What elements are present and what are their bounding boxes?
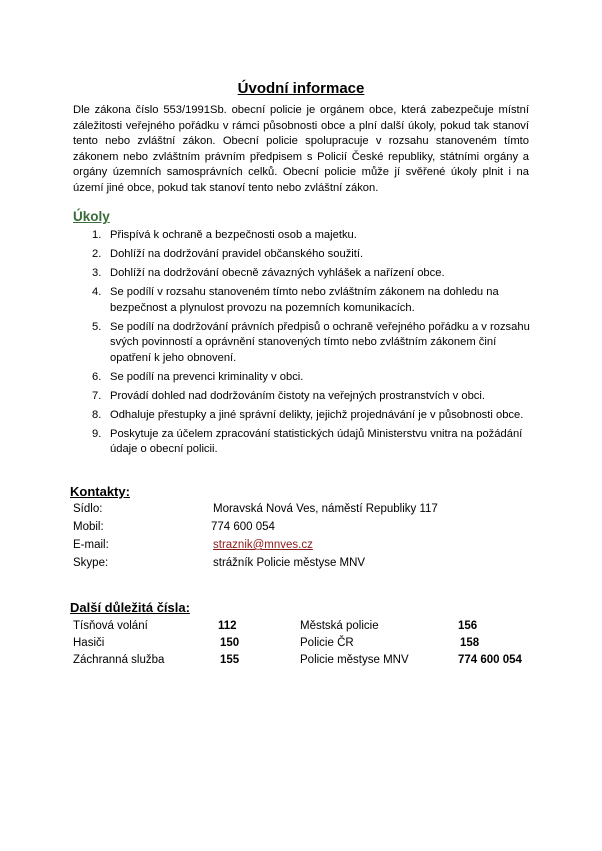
task-item: [92, 427, 532, 458]
task-item: [92, 389, 532, 405]
tasks-list: [92, 228, 532, 461]
task-item: [92, 247, 532, 263]
skype-value: strážník Policie městyse MNV: [213, 557, 366, 569]
task-number: 9.: [92, 427, 102, 440]
task-number: 6.: [92, 370, 102, 383]
task-text: Provádí dohled nad dodržováním čistoty na veřejných prostranstvích v obci.: [110, 389, 485, 402]
task-item: [92, 408, 532, 424]
numbers-heading: Další důležitá čísla:: [70, 600, 190, 615]
skype-label: Skype:: [73, 557, 109, 569]
mobile-label: Mobil:: [73, 521, 104, 533]
task-number: 2.: [92, 247, 102, 260]
task-number: 3.: [92, 266, 102, 279]
email-label: E-mail:: [73, 539, 109, 551]
task-item: [92, 370, 532, 386]
task-number: 5.: [92, 320, 102, 333]
task-number: 7.: [92, 389, 102, 402]
number-value: 155: [220, 654, 240, 666]
task-text: Se podílí na prevenci kriminality v obci.: [110, 370, 304, 383]
number-value: 774 600 054: [458, 654, 522, 666]
number-value: 150: [220, 637, 240, 649]
task-text: Dohlíží na dodržování pravidel občanského soužití.: [110, 247, 364, 260]
number-value: 156: [458, 620, 478, 632]
task-number: 8.: [92, 408, 102, 421]
number-label: Policie ČR: [300, 637, 354, 649]
task-text: Přispívá k ochraně a bezpečnosti osob a majetku.: [110, 229, 357, 241]
task-number: 4.: [92, 285, 102, 298]
page-title: Úvodní informace: [237, 80, 365, 97]
task-item: [92, 266, 532, 282]
number-label: Hasiči: [73, 637, 105, 649]
address-label: Sídlo:: [73, 503, 103, 515]
number-label: Tísňová volání: [73, 620, 148, 632]
number-label: Městská policie: [300, 620, 379, 632]
number-value: 112: [218, 620, 237, 632]
task-text: Dohlíží na dodržování obecně závazných vyhlášek a nařízení obce.: [110, 266, 445, 279]
intro-paragraph: Dle zákona číslo 553/1991Sb. obecní policie je orgánem obce, která zabezpečuje místní záležitosti veřejného pořádku v rámci působnosti obce a plní další úkoly, pokud tak stanoví tento nebo zvláštní zákon. Obecní policie spolupracuje v rozsahu stanoveném tímto zákonem nebo zvláštním právním předpisem s Policií České republiky, státními orgány a orgány územních samosprávních celků. Obecní policie může jí svěřené úkoly plnit i na území jiné obce, pokud tak stanoví tento nebo zvláštní zákon.: [73, 104, 529, 194]
task-text: Se podílí v rozsahu stanoveném tímto nebo zvláštním zákonem na dohledu na bezpečnost a plynulost provozu na pozemních komunikacích.: [110, 285, 499, 314]
number-label: Policie městyse MNV: [300, 654, 409, 666]
email-link[interactable]: straznik@mnves.cz: [213, 539, 313, 551]
number-value: 158: [460, 637, 480, 649]
address-value: Moravská Nová Ves, náměstí Republiky 117: [213, 503, 438, 515]
number-label: Záchranná služba: [73, 654, 165, 666]
task-text: Odhaluje přestupky a jiné správní delikty, jejichž projednávání je v působnosti obce.: [110, 408, 524, 421]
task-text: Se podílí na dodržování právních předpisů o ochraně veřejného pořádku a v rozsahu svých povinností a oprávnění stanovených tímto nebo zvláštním zákonem činí opatření k jeho obnovení.: [110, 320, 530, 364]
tasks-heading: Úkoly: [73, 209, 110, 224]
task-number: 1.: [92, 229, 102, 241]
task-item: [92, 285, 532, 316]
contacts-heading: Kontakty:: [70, 484, 130, 499]
task-item: [92, 320, 532, 367]
mobile-value: 774 600 054: [211, 521, 275, 533]
task-text: Poskytuje za účelem zpracování statistických údajů Ministerstvu vnitra na požádání údaje o obecní policii.: [110, 427, 523, 456]
task-item: [92, 228, 532, 244]
